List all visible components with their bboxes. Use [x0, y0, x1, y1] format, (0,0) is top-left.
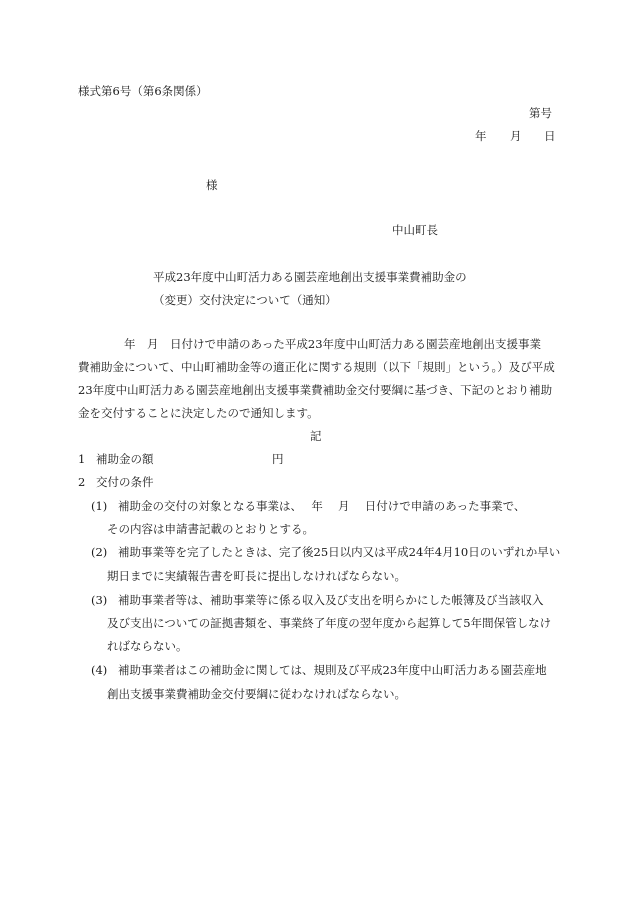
condition-number: (3)	[91, 593, 108, 607]
item-1-unit: 円	[272, 452, 284, 466]
condition-text-line: 期日までに実績報告書を町長に提出しなければならない。	[107, 569, 406, 583]
item-2-number: 2	[78, 475, 86, 489]
condition-number: (1)	[91, 499, 108, 513]
condition-text-line: その内容は申請書記載のとおりとする。	[107, 522, 314, 536]
item-2-label: 交付の条件	[96, 475, 154, 489]
issuer: 中山町長	[392, 223, 438, 237]
body-line-3: 23年度中山町活力ある園芸産地創出支援事業費補助金交付要綱に基づき、下記のとおり補助	[78, 383, 553, 397]
addressee-suffix: 様	[206, 178, 218, 192]
document-number: 第号	[529, 106, 552, 120]
condition-text-line: 補助金の交付の対象となる事業は、 年 月 日付けで申請のあった事業で、	[118, 499, 526, 513]
date-month: 月	[510, 129, 522, 143]
condition-text-line: 補助事業者はこの補助金に関しては、規則及び平成23年度中山町活力ある園芸産地	[118, 663, 547, 677]
condition-text-line: 及び支出についての証拠書類を、事業終了年度の翌年度から起算して5年間保管しなけ	[107, 616, 552, 630]
date-year: 年	[475, 129, 487, 143]
condition-number: (2)	[91, 545, 108, 559]
date-day: 日	[544, 129, 556, 143]
condition-text-line: 補助事業者等は、補助事業等に係る収入及び支出を明らかにした帳簿及び当該収入	[118, 593, 544, 607]
item-1-label: 補助金の額	[96, 452, 154, 466]
form-label: 様式第6号（第6条関係）	[78, 84, 208, 98]
body-line-1: 年 月 日付けで申請のあった平成23年度中山町活力ある園芸産地創出支援事業	[124, 337, 542, 351]
condition-text-line: 補助事業等を完了したときは、完了後25日以内又は平成24年4月10日のいずれか早い	[118, 545, 561, 559]
condition-number: (4)	[91, 663, 108, 677]
condition-text-line: ればならない。	[107, 639, 188, 653]
condition-text-line: 創出支援事業費補助金交付要綱に従わなければならない。	[107, 687, 406, 701]
body-line-4: 金を交付することに決定したので通知します。	[78, 406, 319, 420]
item-1-number: 1	[78, 452, 86, 466]
body-line-2: 費補助金について、中山町補助金等の適正化に関する規則（以下「規則」という。）及び平成	[78, 360, 555, 374]
document-title-line1: 平成23年度中山町活力ある園芸産地創出支援事業費補助金の	[153, 270, 467, 284]
document-title-line2: （変更）交付決定について（通知）	[153, 293, 337, 307]
ki-heading: 記	[310, 429, 322, 443]
